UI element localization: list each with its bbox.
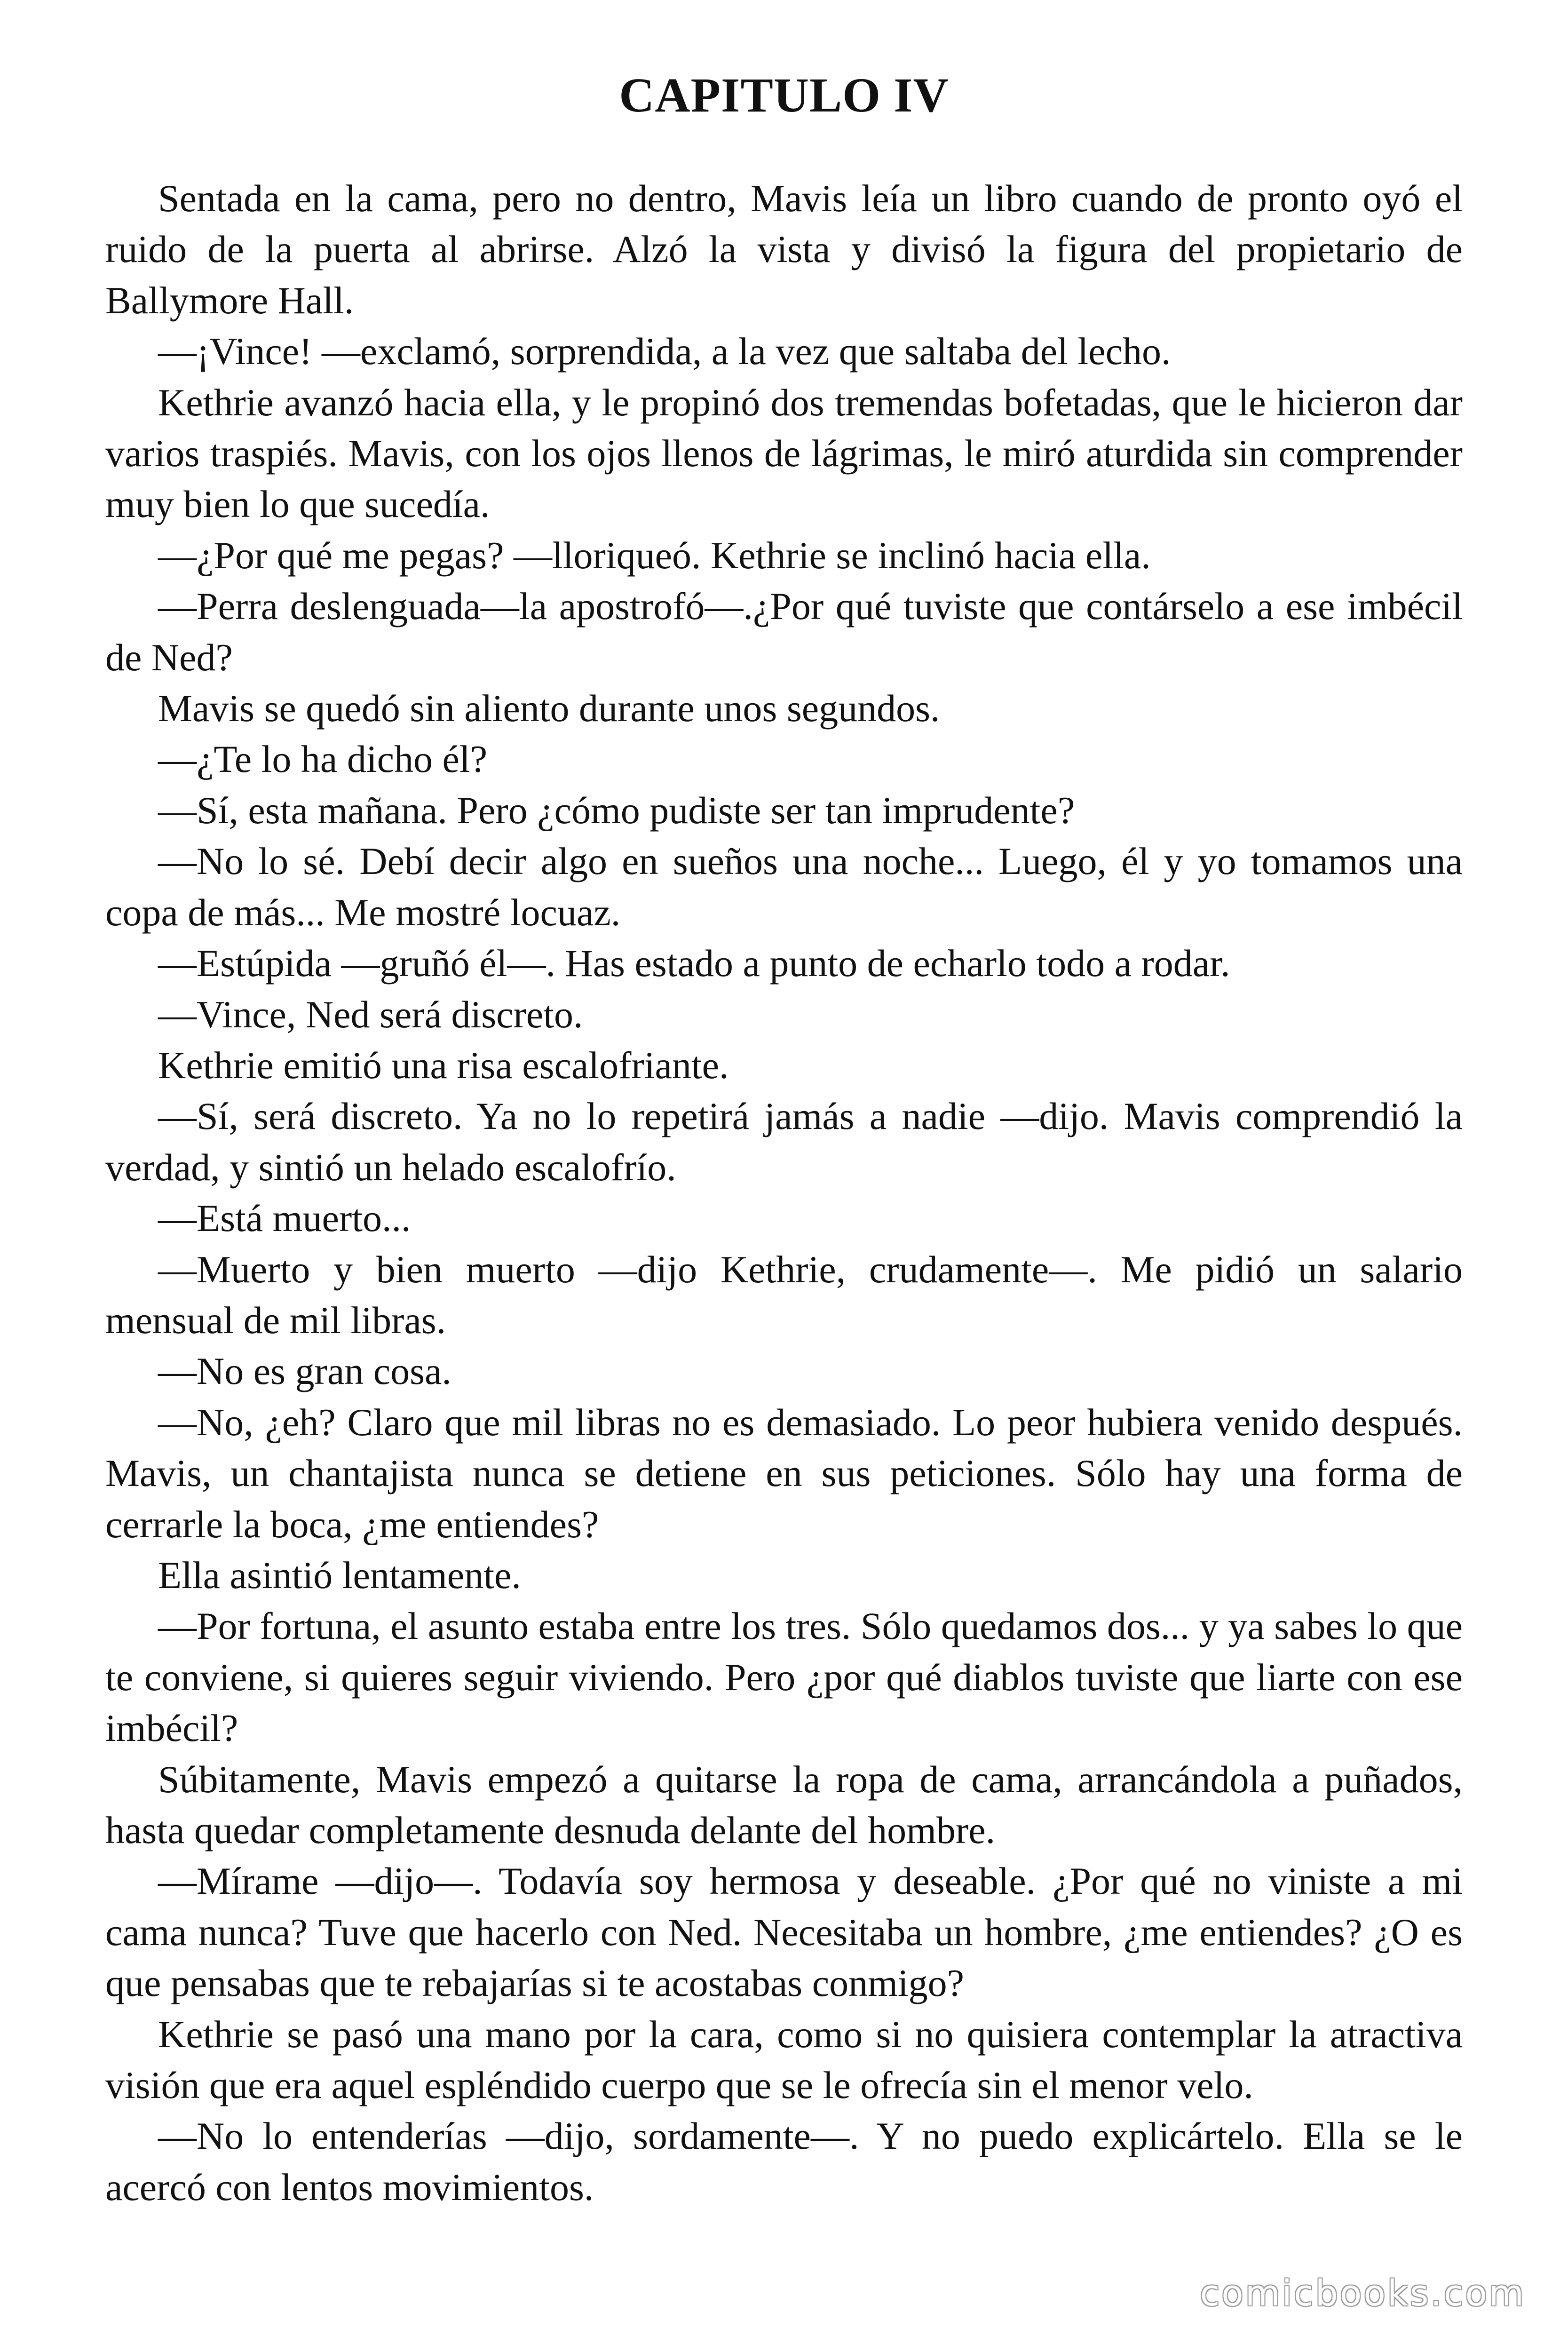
- paragraph: Kethrie avanzó hacia ella, y le propinó dos tremendas bofetadas, que le hicieron dar varios traspiés. Mavis, con los ojos llenos de lágrimas, le miró aturdida sin comprender muy bien lo que sucedía.: [105, 381, 1463, 526]
- paragraph: Mavis se quedó sin aliento durante unos segundos.: [158, 687, 940, 730]
- paragraph: —Mírame —dijo—. Todavía soy hermosa y deseable. ¿Por qué no viniste a mi cama nunca? Tuve que hacerlo con Ned. Necesitaba un hombre, ¿me entiendes? ¿O es que pensabas que te rebajarías si te acostabas conmigo?: [105, 1859, 1463, 2005]
- paragraph: —No es gran cosa.: [158, 1350, 451, 1393]
- paragraph: —Sí, será discreto. Ya no lo repetirá jamás a nadie —dijo. Mavis comprendió la verdad, y sintió un helado escalofrío.: [105, 1095, 1463, 1189]
- paragraph: —Sí, esta mañana. Pero ¿cómo pudiste ser tan imprudente?: [158, 788, 1075, 832]
- chapter-title: CAPITULO IV: [619, 68, 949, 122]
- paragraph: —Por fortuna, el asunto estaba entre los tres. Sólo quedamos dos... y ya sabes lo que te conviene, si quieres seguir viviendo. Pero ¿por qué diablos tuviste que liarte con ese imbécil?: [105, 1605, 1463, 1750]
- paragraph: —¿Por qué me pegas? —lloriqueó. Kethrie se inclinó hacia ella.: [158, 533, 1151, 577]
- paragraph: —Perra deslenguada—la apostrofó—.¿Por qué tuviste que contárselo a ese imbécil de Ned?: [105, 585, 1463, 679]
- paragraph: —Está muerto...: [158, 1197, 411, 1240]
- watermark: comicbooks.com: [1200, 2272, 1526, 2314]
- paragraph: —No lo sé. Debí decir algo en sueños una noche... Luego, él y yo tomamos una copa de más... Me mostré locuaz.: [105, 840, 1463, 934]
- paragraph: Kethrie se pasó una mano por la cara, como si no quisiera contemplar la atractiva visión que era aquel espléndido cuerpo que se le ofrecía sin el menor velo.: [105, 2012, 1463, 2107]
- paragraph: Ella asintió lentamente.: [158, 1553, 521, 1597]
- paragraph: —¡Vince! —exclamó, sorprendida, a la vez que saltaba del lecho.: [158, 330, 1171, 373]
- paragraph: —Muerto y bien muerto —dijo Kethrie, crudamente—. Me pidió un salario mensual de mil libras.: [105, 1248, 1463, 1342]
- paragraph: —Vince, Ned será discreto.: [158, 993, 583, 1036]
- paragraph: Kethrie emitió una risa escalofriante.: [158, 1043, 729, 1087]
- paragraph: —Estúpida —gruñó él—. Has estado a punto de echarlo todo a rodar.: [158, 942, 1230, 985]
- paragraph: Súbitamente, Mavis empezó a quitarse la ropa de cama, arrancándola a puñados, hasta quedar completamente desnuda delante del hombre.: [105, 1757, 1463, 1851]
- paragraph: —No, ¿eh? Claro que mil libras no es demasiado. Lo peor hubiera venido después. Mavis, un chantajista nunca se detiene en sus peticiones. Sólo hay una forma de cerrarle la boca, ¿me entiendes?: [105, 1400, 1463, 1546]
- paragraph: —¿Te lo ha dicho él?: [158, 738, 488, 781]
- paragraph: —No lo entenderías —dijo, sordamente—. Y no puedo explicártelo. Ella se le acercó con lentos movimientos.: [105, 2114, 1463, 2209]
- body-text: [105, 173, 1463, 2213]
- paragraph: Sentada en la cama, pero no dentro, Mavis leía un libro cuando de pronto oyó el ruido de la puerta al abrirse. Alzó la vista y divisó la figura del propietario de Ballymore Hall.: [105, 177, 1463, 322]
